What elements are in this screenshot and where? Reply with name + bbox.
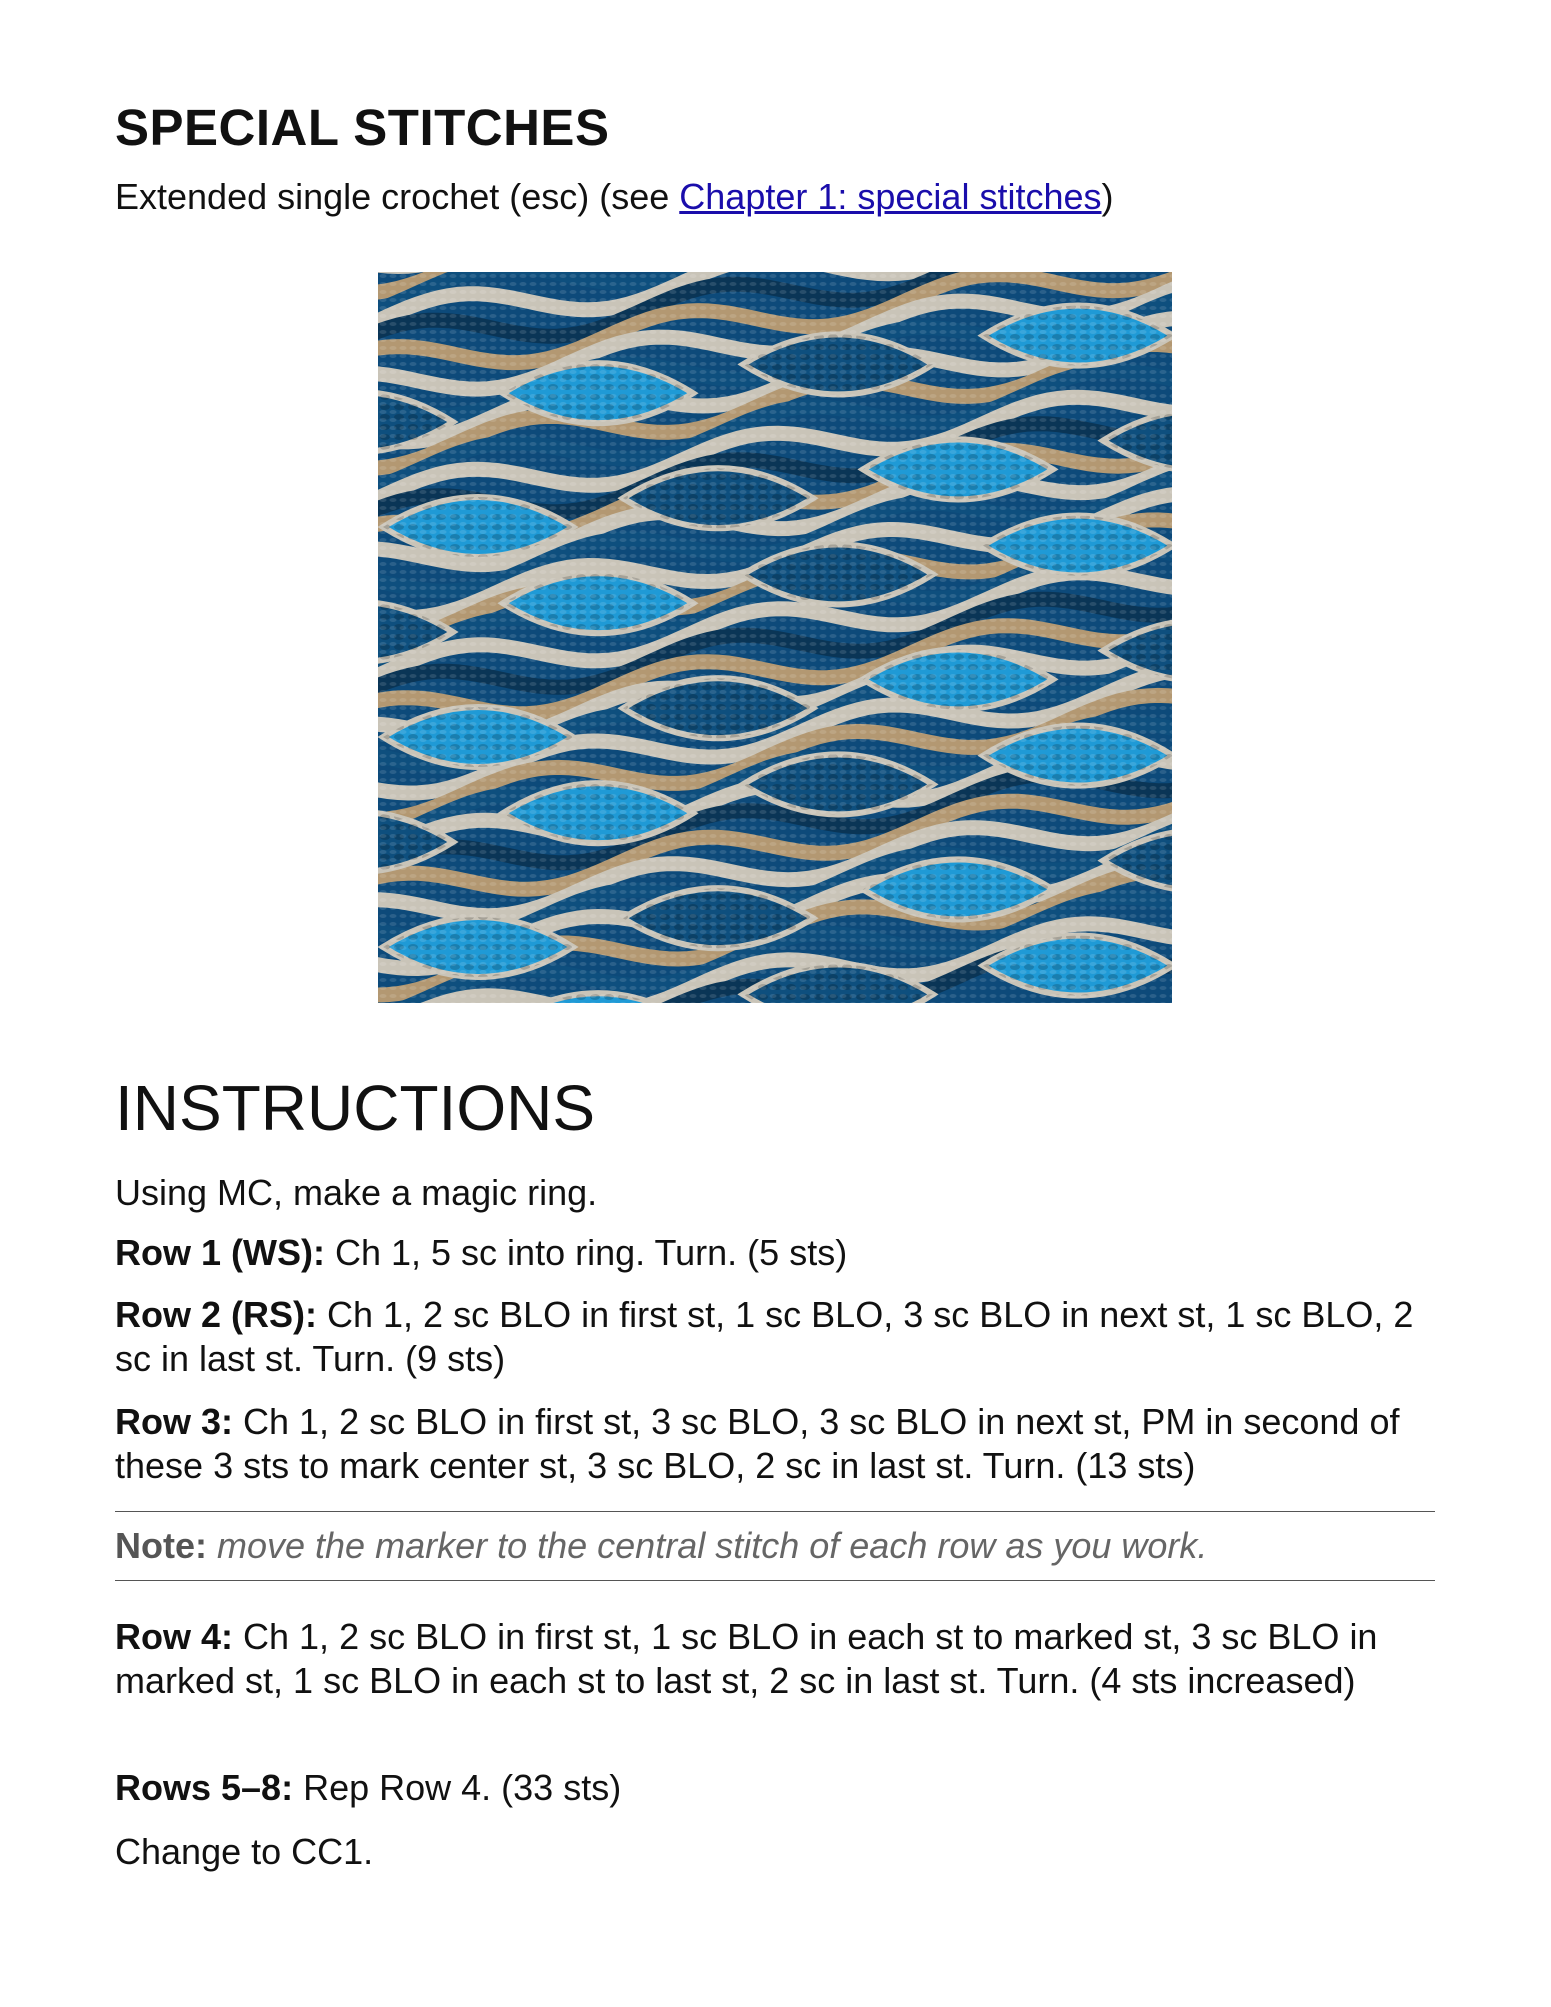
row-text: Rep Row 4. (33 sts) [293,1767,622,1808]
special-stitches-text [115,176,1114,218]
chapter-link[interactable]: Chapter 1: special stitches [679,176,1102,217]
rows-5-8 [115,1766,1435,1810]
row-text: Ch 1, 2 sc BLO in first st, 3 sc BLO, 3 sc BLO in next st, PM in second of these 3 sts to mark center st, 3 sc BLO, 2 sc in last st. Turn. (13 sts) [115,1401,1400,1486]
row-1 [115,1231,1435,1275]
row-2 [115,1293,1435,1381]
note-box [115,1511,1435,1581]
intro-text-before: Extended single crochet (esc) (see [115,176,680,217]
row-label: Rows 5–8: [115,1767,294,1808]
crochet-swatch-illustration [378,272,1172,1003]
row-3 [115,1400,1435,1488]
row-label: Row 2 (RS): [115,1294,317,1335]
instructions-intro: Using MC, make a magic ring. [115,1172,598,1213]
row-4 [115,1615,1435,1703]
closing-line: Change to CC1. [115,1831,374,1872]
note-label: Note: [115,1525,207,1566]
row-text: Ch 1, 5 sc into ring. Turn. (5 sts) [324,1232,848,1273]
instructions-heading: INSTRUCTIONS [115,1072,595,1144]
row-text: Ch 1, 2 sc BLO in first st, 1 sc BLO, 3 sc BLO in next st, 1 sc BLO, 2 sc in last st. Turn. (9 sts) [115,1294,1414,1379]
row-text: Ch 1, 2 sc BLO in first st, 1 sc BLO in each st to marked st, 3 sc BLO in marked st, 1 sc BLO in each st to last st, 2 sc in last st. Turn. (4 sts increased) [115,1616,1378,1701]
row-label: Row 3: [115,1401,234,1442]
row-label: Row 1 (WS): [115,1232,325,1273]
special-stitches-heading: SPECIAL STITCHES [115,99,610,156]
crochet-swatch-photo [378,272,1172,1003]
row-label: Row 4: [115,1616,234,1657]
intro-text-after: ) [1101,176,1114,217]
note-text: move the marker to the central stitch of each row as you work. [207,1525,1208,1566]
